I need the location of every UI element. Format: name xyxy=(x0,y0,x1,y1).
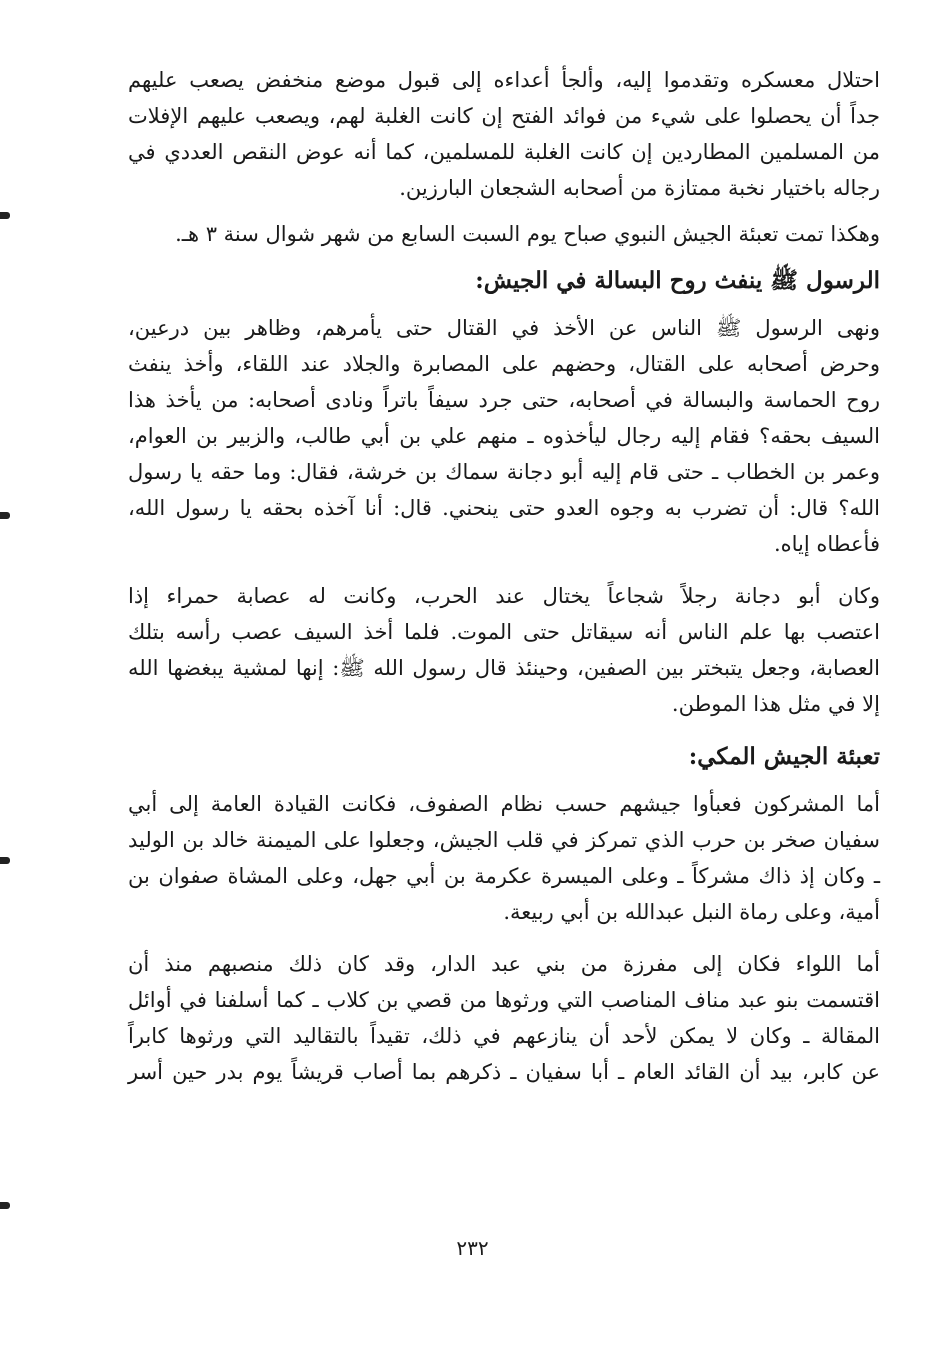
binding-mark xyxy=(0,1202,10,1209)
text-line: رجاله باختيار نخبة ممتازة من أصحابه الشجعان البارزين. xyxy=(399,176,880,200)
page-number: ٢٣٢ xyxy=(456,1236,489,1260)
text-line: وكان أبو دجانة رجلاً شجاعاً يختال عند الحرب، وكانت له عصابة حمراء إذا xyxy=(128,584,880,608)
text-line: اعتصب بها علم الناس أنه سيقاتل حتى الموت. فلما أخذ السيف عصب رأسه بتلك xyxy=(128,620,880,644)
page-body xyxy=(128,62,880,1090)
text-line: من المسلمين المطاردين إن كانت الغلبة للمسلمين، كما أنه عوض النقص العددي في xyxy=(128,140,880,164)
text-line: سفيان صخر بن حرب الذي تمركز في قلب الجيش، وجعلوا على الميمنة خالد بن الوليد xyxy=(128,828,880,852)
paragraph-1 xyxy=(128,62,880,206)
text-line: عن كابر، بيد أن القائد العام ـ أبا سفيان ـ ذكرهم بما أصاب قريشاً يوم بدر حين أسر xyxy=(128,1060,880,1084)
paragraph-3 xyxy=(128,310,880,562)
section-heading-1: الرسول ﷺ ينفث روح البسالة في الجيش: xyxy=(475,267,880,294)
text-line: السيف بحقه؟ فقام إليه رجال ليأخذوه ـ منهم علي بن أبي طالب، والزبير بن العوام، xyxy=(128,424,880,448)
text-line: جداً أن يحصلوا على شيء من فوائد الفتح إن كانت الغلبة لهم، ويصعب عليهم الإفلات xyxy=(128,104,880,128)
paragraph-4 xyxy=(128,578,880,722)
text-line: أما اللواء فكان إلى مفرزة من بني عبد الدار، وقد كان ذلك منصبهم منذ أن xyxy=(128,952,880,976)
text-line: وحرض أصحابه على القتال، وحضهم على المصابرة والجلاد عند اللقاء، وأخذ ينفث xyxy=(128,352,880,376)
paragraph-6 xyxy=(128,946,880,1090)
section-heading-2: تعبئة الجيش المكي: xyxy=(688,743,880,770)
text-line: إلا في مثل هذا الموطن. xyxy=(671,692,880,716)
paragraph-2 xyxy=(128,216,880,252)
text-line: فأعطاه إياه. xyxy=(773,532,880,556)
paragraph-5 xyxy=(128,786,880,930)
binding-mark xyxy=(0,512,10,519)
text-line: وعمر بن الخطاب ـ حتى قام إليه أبو دجانة سماك بن خرشة، فقال: وما حقه يا رسول xyxy=(128,460,880,484)
text-line: اقتسمت بنو عبد مناف المناصب التي ورثوها من قصي بن كلاب ـ كما أسلفنا في أوائل xyxy=(128,988,880,1012)
text-line: ـ وكان إذ ذاك مشركاً ـ وعلى الميسرة عكرمة بن أبي جهل، وعلى المشاة صفوان بن xyxy=(128,864,880,888)
text-line: روح الحماسة والبسالة في أصحابه، حتى جرد سيفاً باتراً ونادى أصحابه: من يأخذ هذا xyxy=(128,388,880,412)
text-line: العصابة، وجعل يتبختر بين الصفين، وحينئذ قال رسول الله ﷺ: إنها لمشية يبغضها الله xyxy=(128,656,880,680)
text-line: وهكذا تمت تعبئة الجيش النبوي صباح يوم السبت السابع من شهر شوال سنة ٣ هـ. xyxy=(175,222,880,246)
text-line: أمية، وعلى رماة النبل عبدالله بن أبي ربيعة. xyxy=(503,900,880,924)
text-line: المقالة ـ وكان لا يمكن لأحد أن ينازعهم في ذلك، تقيداً بالتقاليد التي ورثوها كابراً xyxy=(128,1024,880,1048)
text-line: احتلال معسكره وتقدموا إليه، وألجأ أعداءه إلى قبول موضع منخفض يصعب عليهم xyxy=(128,68,880,92)
text-line: أما المشركون فعبأوا جيشهم حسب نظام الصفوف، فكانت القيادة العامة إلى أبي xyxy=(128,792,880,816)
binding-mark xyxy=(0,857,10,864)
binding-mark xyxy=(0,212,10,219)
text-line: ونهى الرسول ﷺ الناس عن الأخذ في القتال حتى يأمرهم، وظاهر بين درعين، xyxy=(128,316,880,340)
text-line: الله؟ قال: أن تضرب به وجوه العدو حتى ينحني. قال: أنا آخذه بحقه يا رسول الله، xyxy=(128,496,880,520)
